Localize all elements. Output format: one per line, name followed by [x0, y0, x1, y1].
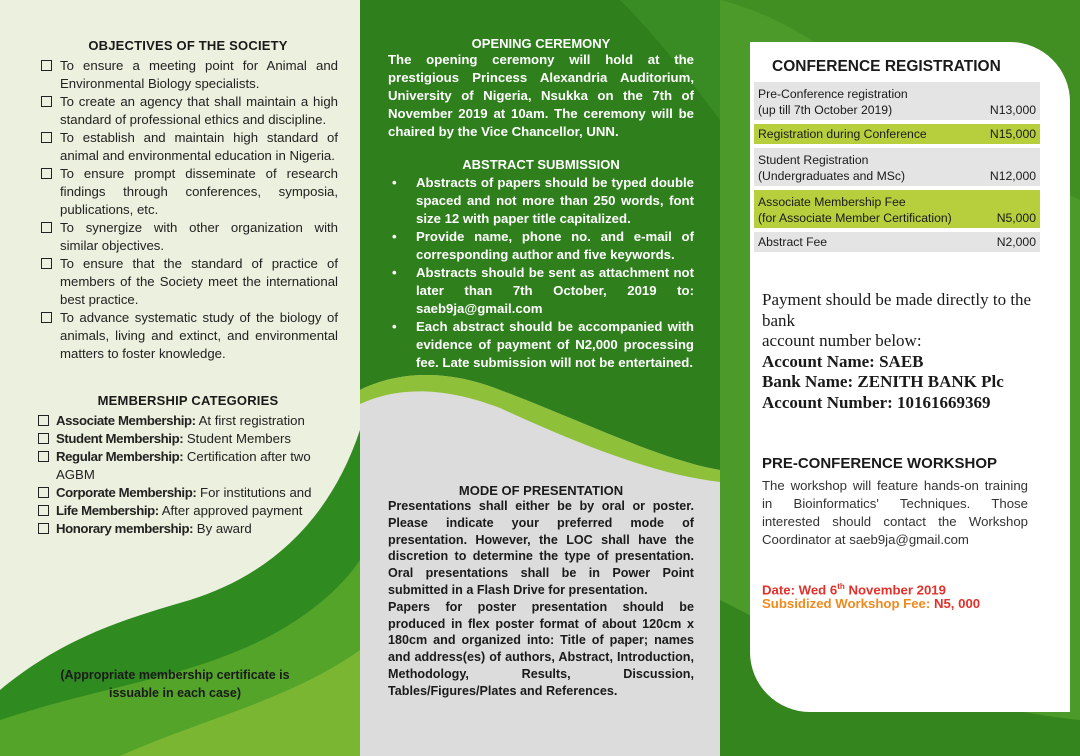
- membership-title: MEMBERSHIP CATEGORIES: [97, 393, 279, 408]
- mode-title: MODE OF PRESENTATION: [458, 483, 624, 498]
- workshop-description: The workshop will feature hands-on training in Bioinformatics' Techniques. Those interested should contact the Workshop Coordinator at saeb9ja@gmail.com: [762, 478, 1028, 547]
- mode-text-poster: Papers for poster presentation should be produced in flex poster format of about 120cm x 180cm and organized into: Title of paper; names and address(es) of authors, Abstract, Introduction, Methodology, Results, Discussion, Tables/Figures/Plates and References.: [388, 599, 694, 698]
- abstract-submission-title: ABSTRACT SUBMISSION: [462, 157, 620, 172]
- abstract-bullet: • Abstracts should be sent as attachment not later than 7th October, 2019 to: saeb9ja@gmail.com: [392, 265, 694, 316]
- checkbox-icon: [38, 451, 49, 462]
- opening-ceremony-title: OPENING CEREMONY: [471, 36, 611, 51]
- bullet-icon: •: [392, 175, 397, 190]
- payment-instruction: Payment should be made directly to the bank: [762, 290, 1032, 330]
- workshop-date: Date: Wed 6th November 2019: [762, 582, 946, 598]
- middle-panel: [360, 0, 720, 756]
- fee-amount: N2,000: [996, 235, 1036, 249]
- checkbox-icon: [41, 132, 52, 143]
- membership-item: Life Membership: After approved payment: [38, 502, 338, 520]
- checkbox-icon: [38, 523, 49, 534]
- bullet-icon: •: [392, 229, 397, 244]
- membership-item: Associate Membership: At first registration: [38, 412, 338, 430]
- abstract-bullet: • Each abstract should be accompanied with evidence of payment of N2,000 processing fee. Late submission will not be entertained.: [392, 319, 694, 370]
- objective-item: To ensure prompt disseminate of research findings through conferences, symposia, publications, etc.: [38, 165, 338, 219]
- certificate-note: (Appropriate membership certificate is issuable in each case): [60, 668, 290, 700]
- bank-name: Bank Name: ZENITH BANK Plc: [762, 372, 1004, 391]
- workshop-title: PRE-CONFERENCE WORKSHOP: [762, 455, 998, 472]
- checkbox-icon: [41, 222, 52, 233]
- membership-list: [38, 412, 338, 538]
- fee-row-during-conference: Registration during Conference N15,000: [754, 124, 1040, 144]
- objectives-title: OBJECTIVES OF THE SOCIETY: [88, 38, 288, 53]
- payment-info: [762, 290, 1062, 413]
- checkbox-icon: [38, 487, 49, 498]
- checkbox-icon: [41, 168, 52, 179]
- mode-of-presentation: [388, 483, 694, 700]
- left-panel: [0, 0, 360, 756]
- fee-row-abstract: Abstract Fee N2,000: [754, 232, 1040, 252]
- checkbox-icon: [41, 96, 52, 107]
- fee-amount: N5,000: [996, 211, 1036, 225]
- fee-amount: N12,000: [989, 169, 1036, 183]
- abstract-bullets: [388, 174, 694, 372]
- membership-item: Corporate Membership: For institutions and: [38, 484, 338, 502]
- checkbox-icon: [38, 415, 49, 426]
- abstract-bullet: • Abstracts of papers should be typed double spaced and not more than 250 words, font size 12 with paper title capitalized.: [392, 175, 694, 226]
- checkbox-icon: [38, 433, 49, 444]
- account-name: Account Name: SAEB: [762, 351, 924, 371]
- objectives-list: [38, 57, 338, 363]
- objective-item: To ensure a meeting point for Animal and Environmental Biology specialists.: [38, 57, 338, 93]
- objective-item: To establish and maintain high standard of animal and environmental education in Nigeria.: [38, 129, 338, 165]
- membership-item: Regular Membership: Certification after two AGBM: [38, 448, 338, 484]
- mode-text-oral: Presentations shall either be by oral or poster. Please indicate your preferred mode of presentation. However, the LOC shall have the discretion to determine the type of presentation. Oral presentations shall be in Power Point submitted in a Flash Drive for presentation.: [388, 499, 694, 597]
- checkbox-icon: [41, 258, 52, 269]
- abstract-bullet: • Provide name, phone no. and e-mail of corresponding author and five keywords.: [392, 229, 694, 262]
- checkbox-icon: [38, 505, 49, 516]
- fee-row-pre-conference: Pre-Conference registration (up till 7th October 2019) N13,000: [754, 82, 1040, 120]
- fee-amount: N15,000: [989, 127, 1036, 141]
- account-number: Account Number: 10161669369: [762, 392, 991, 412]
- payment-instruction-2: account number below:: [762, 331, 922, 350]
- bullet-icon: •: [392, 265, 397, 280]
- checkbox-icon: [41, 60, 52, 71]
- checkbox-icon: [41, 312, 52, 323]
- workshop-fee: Subsidized Workshop Fee: N5, 000: [762, 596, 981, 611]
- registration-title: CONFERENCE REGISTRATION: [772, 58, 1001, 75]
- membership-item: Student Membership: Student Members: [38, 430, 338, 448]
- right-panel: [720, 0, 1080, 756]
- objective-item: To create an agency that shall maintain a high standard of professional ethics and discipline.: [38, 93, 338, 129]
- fee-row-associate: Associate Membership Fee (for Associate Member Certification) N5,000: [754, 190, 1040, 228]
- opening-ceremony-text: The opening ceremony will hold at the prestigious Princess Alexandria Auditorium, University of Nigeria, Nsukka on the 7th of November 2019 at 10am. The ceremony will be chaired by the Vice Chancellor, UNN.: [388, 52, 694, 139]
- objective-item: To ensure that the standard of practice of members of the Society meet the international best practice.: [38, 255, 338, 309]
- fee-amount: N13,000: [989, 103, 1036, 117]
- bullet-icon: •: [392, 319, 397, 334]
- fee-row-student: Student Registration (Undergraduates and MSc) N12,000: [754, 148, 1040, 186]
- objective-item: To advance systematic study of the biology of animals, living and extinct, and environmental matters to foster knowledge.: [38, 309, 338, 363]
- objective-item: To synergize with other organization with similar objectives.: [38, 219, 338, 255]
- membership-item: Honorary membership: By award: [38, 520, 338, 538]
